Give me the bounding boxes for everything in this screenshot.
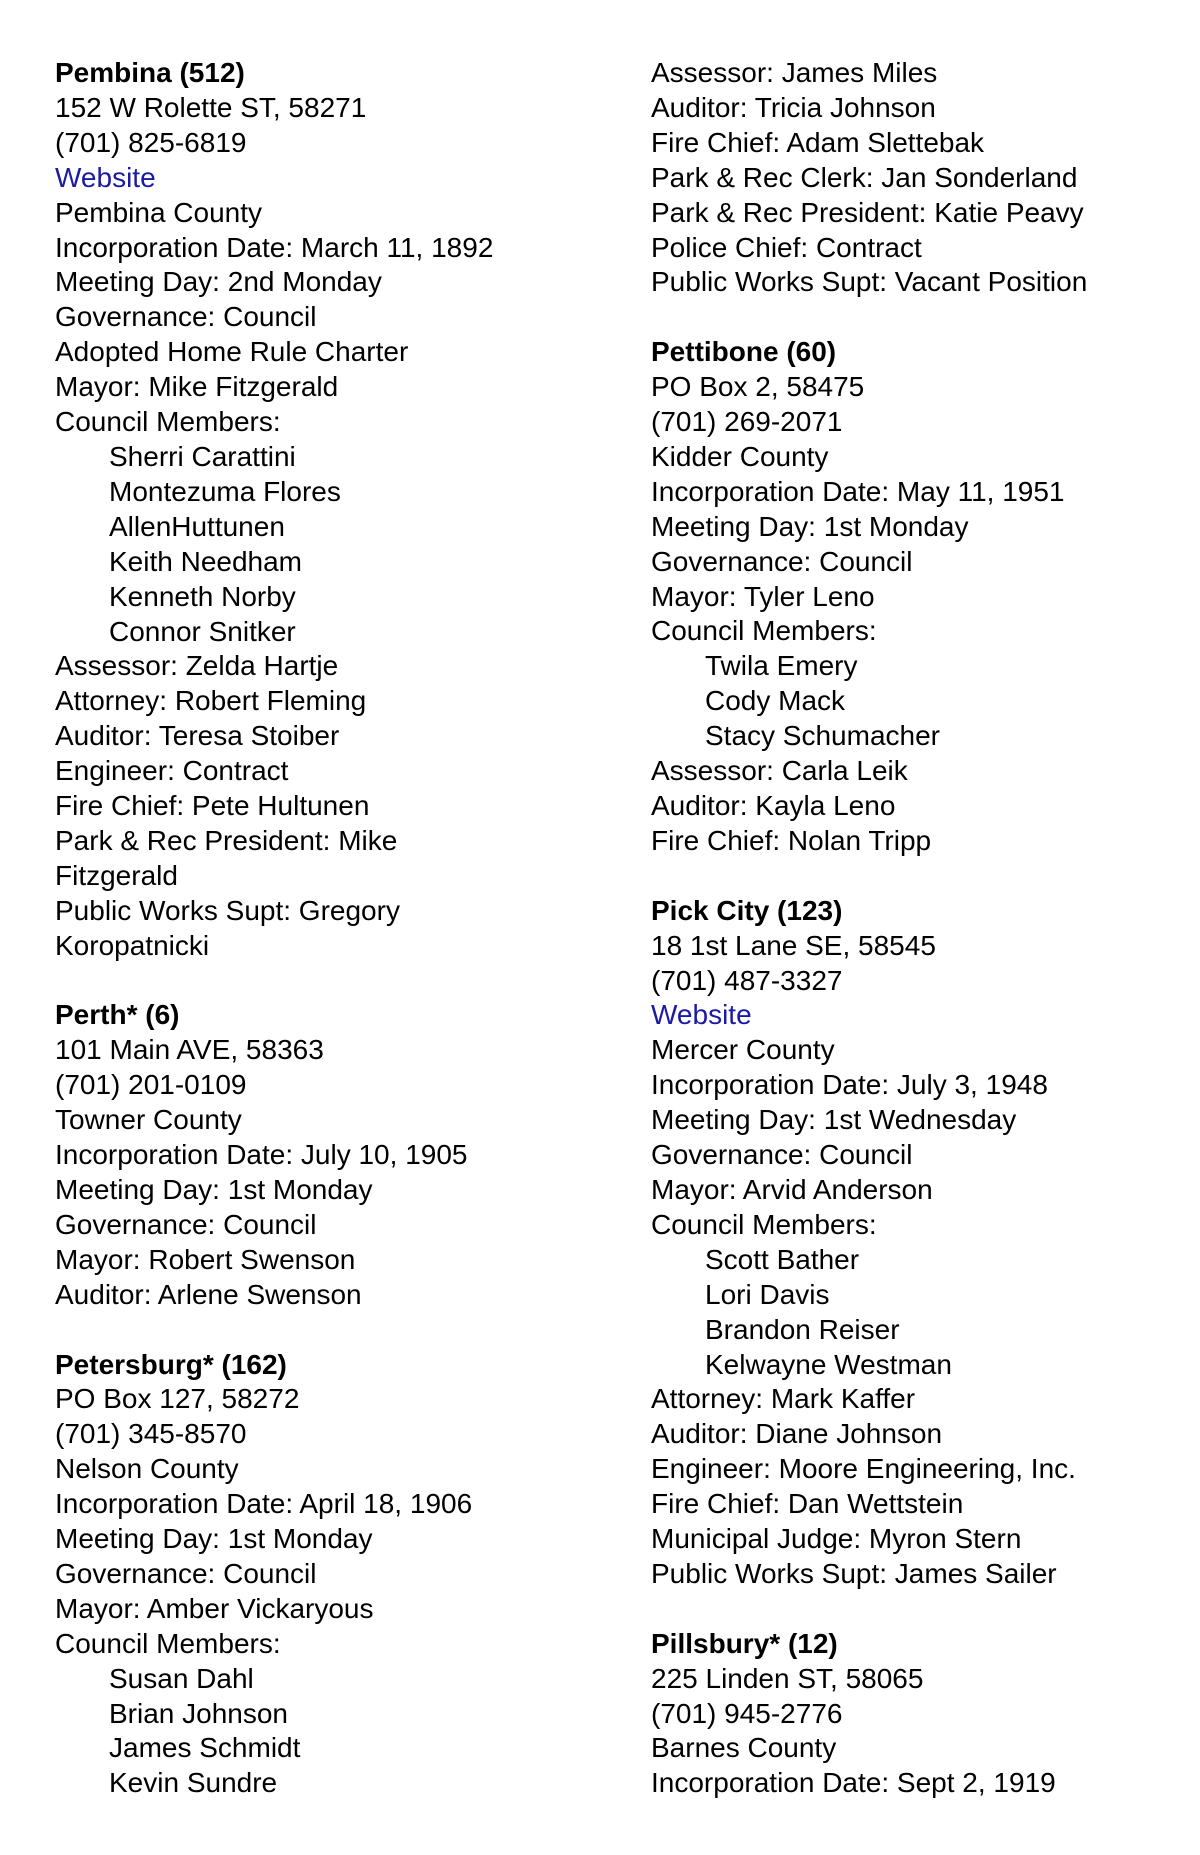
entry-separator bbox=[651, 1592, 1171, 1627]
council-member: Kevin Sundre bbox=[109, 1767, 278, 1799]
entry-line: Auditor: Diane Johnson bbox=[651, 1418, 943, 1450]
entry-line: Park & Rec President: Katie Peavy bbox=[651, 196, 1084, 228]
website-link[interactable]: Website bbox=[55, 161, 156, 193]
entry-line: Auditor: Teresa Stoiber bbox=[55, 720, 340, 752]
entry-line: (701) 269-2071 bbox=[651, 406, 843, 438]
entry-line: Pembina County bbox=[55, 196, 263, 228]
council-member: Brian Johnson bbox=[109, 1697, 289, 1729]
council-member: Susan Dahl bbox=[109, 1662, 254, 1694]
council-member: James Schmidt bbox=[109, 1732, 301, 1764]
municipality-heading-pembina-512: Pembina (512) bbox=[55, 57, 245, 88]
entry-line: Meeting Day: 1st Monday bbox=[55, 1523, 373, 1555]
council-member: Stacy Schumacher bbox=[705, 720, 940, 752]
entry-line: Mayor: Amber Vickaryous bbox=[55, 1592, 374, 1624]
entry-line: Meeting Day: 1st Wednesday bbox=[651, 1104, 1017, 1136]
council-member: Cody Mack bbox=[705, 685, 846, 717]
entry-line: (701) 487-3327 bbox=[651, 964, 843, 996]
directory-column-right bbox=[651, 56, 1171, 1801]
entry-line: Assessor: Carla Leik bbox=[651, 755, 908, 787]
entry-line: Meeting Day: 1st Monday bbox=[55, 1173, 373, 1205]
entry-line: Meeting Day: 2nd Monday bbox=[55, 266, 382, 298]
entry-line: Fire Chief: Pete Hultunen bbox=[55, 790, 370, 822]
entry-line: Auditor: Tricia Johnson bbox=[651, 91, 936, 123]
municipality-heading-pettibone-60: Pettibone (60) bbox=[651, 336, 837, 368]
entry-line: Adopted Home Rule Charter bbox=[55, 336, 409, 368]
entry-line: 18 1st Lane SE, 58545 bbox=[651, 929, 936, 961]
municipality-heading-pick-city-123: Pick City (123) bbox=[651, 894, 843, 926]
entry-line: Engineer: Contract bbox=[55, 755, 289, 787]
entry-line: Council Members: bbox=[55, 406, 281, 438]
council-member: Brandon Reiser bbox=[705, 1313, 900, 1345]
entry-line: Incorporation Date: Sept 2, 1919 bbox=[651, 1767, 1056, 1799]
entry-line: Mayor: Tyler Leno bbox=[651, 580, 875, 612]
entry-line: Governance: Council bbox=[55, 1208, 317, 1240]
entry-line: Council Members: bbox=[55, 1627, 281, 1659]
entry-line: (701) 825-6819 bbox=[55, 126, 247, 158]
website-link[interactable]: Website bbox=[651, 999, 752, 1031]
entry-separator bbox=[651, 859, 1171, 894]
entry-line: Incorporation Date: May 11, 1951 bbox=[651, 475, 1065, 507]
entry-line: Nelson County bbox=[55, 1453, 239, 1485]
entry-line: Auditor: Arlene Swenson bbox=[55, 1278, 362, 1310]
entry-line: Towner County bbox=[55, 1104, 242, 1136]
entry-line: 152 W Rolette ST, 58271 bbox=[55, 91, 367, 123]
entry-line: Governance: Council bbox=[651, 545, 913, 577]
entry-line: (701) 945-2776 bbox=[651, 1697, 843, 1729]
entry-line: Kidder County bbox=[651, 440, 829, 472]
council-member: Keith Needham bbox=[109, 545, 303, 577]
council-member: Connor Snitker bbox=[109, 615, 296, 647]
entry-line: Governance: Council bbox=[55, 301, 317, 333]
entry-line: Police Chief: Contract bbox=[651, 231, 922, 263]
entry-line: PO Box 127, 58272 bbox=[55, 1383, 300, 1415]
entry-line: Auditor: Kayla Leno bbox=[651, 790, 896, 822]
entry-line: Incorporation Date: March 11, 1892 bbox=[55, 231, 494, 263]
entry-line: Fire Chief: Nolan Tripp bbox=[651, 824, 932, 856]
entry-line: (701) 345-8570 bbox=[55, 1418, 247, 1450]
entry-line: Mayor: Mike Fitzgerald bbox=[55, 371, 339, 403]
council-member: Kelwayne Westman bbox=[705, 1348, 952, 1380]
entry-line: Fire Chief: Dan Wettstein bbox=[651, 1488, 964, 1520]
entry-line: PO Box 2, 58475 bbox=[651, 371, 865, 403]
entry-line: 101 Main AVE, 58363 bbox=[55, 1034, 324, 1066]
council-member: Scott Bather bbox=[705, 1243, 860, 1275]
entry-separator bbox=[55, 1313, 615, 1348]
entry-line: Public Works Supt: Vacant Position bbox=[651, 266, 1088, 298]
entry-line: Park & Rec President: Mike bbox=[55, 824, 398, 856]
entry-line: Meeting Day: 1st Monday bbox=[651, 510, 969, 542]
entry-line: Council Members: bbox=[651, 1208, 877, 1240]
entry-line: Assessor: James Miles bbox=[651, 57, 938, 88]
entry-line: Public Works Supt: James Sailer bbox=[651, 1557, 1057, 1589]
entry-line: Incorporation Date: July 3, 1948 bbox=[651, 1069, 1048, 1101]
entry-line: Assessor: Zelda Hartje bbox=[55, 650, 339, 682]
council-member: Twila Emery bbox=[705, 650, 858, 682]
entry-line: Mercer County bbox=[651, 1034, 835, 1066]
municipality-heading-perth-6: Perth* (6) bbox=[55, 999, 180, 1031]
entry-line: Governance: Council bbox=[55, 1557, 317, 1589]
entry-line: Koropatnicki bbox=[55, 929, 210, 961]
entry-line: Incorporation Date: April 18, 1906 bbox=[55, 1488, 473, 1520]
entry-line: 225 Linden ST, 58065 bbox=[651, 1662, 924, 1694]
directory-column-left bbox=[55, 56, 615, 1801]
entry-separator bbox=[651, 300, 1171, 335]
entry-line: (701) 201-0109 bbox=[55, 1069, 247, 1101]
entry-line: Engineer: Moore Engineering, Inc. bbox=[651, 1453, 1076, 1485]
entry-line: Incorporation Date: July 10, 1905 bbox=[55, 1139, 468, 1171]
council-member: Lori Davis bbox=[705, 1278, 830, 1310]
municipality-heading-petersburg-162: Petersburg* (162) bbox=[55, 1348, 287, 1380]
entry-line: Governance: Council bbox=[651, 1139, 913, 1171]
municipality-heading-pillsbury-12: Pillsbury* (12) bbox=[651, 1627, 838, 1659]
entry-line: Public Works Supt: Gregory bbox=[55, 894, 400, 926]
entry-line: Mayor: Robert Swenson bbox=[55, 1243, 356, 1275]
council-member: Montezuma Flores bbox=[109, 475, 341, 507]
entry-separator bbox=[55, 964, 615, 999]
entry-line: Attorney: Mark Kaffer bbox=[651, 1383, 916, 1415]
entry-line: Barnes County bbox=[651, 1732, 837, 1764]
entry-line: Municipal Judge: Myron Stern bbox=[651, 1523, 1022, 1555]
entry-line: Attorney: Robert Fleming bbox=[55, 685, 367, 717]
entry-line: Park & Rec Clerk: Jan Sonderland bbox=[651, 161, 1078, 193]
council-member: Sherri Carattini bbox=[109, 440, 296, 472]
entry-line: Fitzgerald bbox=[55, 859, 178, 891]
council-member: AllenHuttunen bbox=[109, 510, 285, 542]
council-member: Kenneth Norby bbox=[109, 580, 296, 612]
entry-line: Mayor: Arvid Anderson bbox=[651, 1173, 933, 1205]
entry-line: Fire Chief: Adam Slettebak bbox=[651, 126, 985, 158]
entry-line: Council Members: bbox=[651, 615, 877, 647]
